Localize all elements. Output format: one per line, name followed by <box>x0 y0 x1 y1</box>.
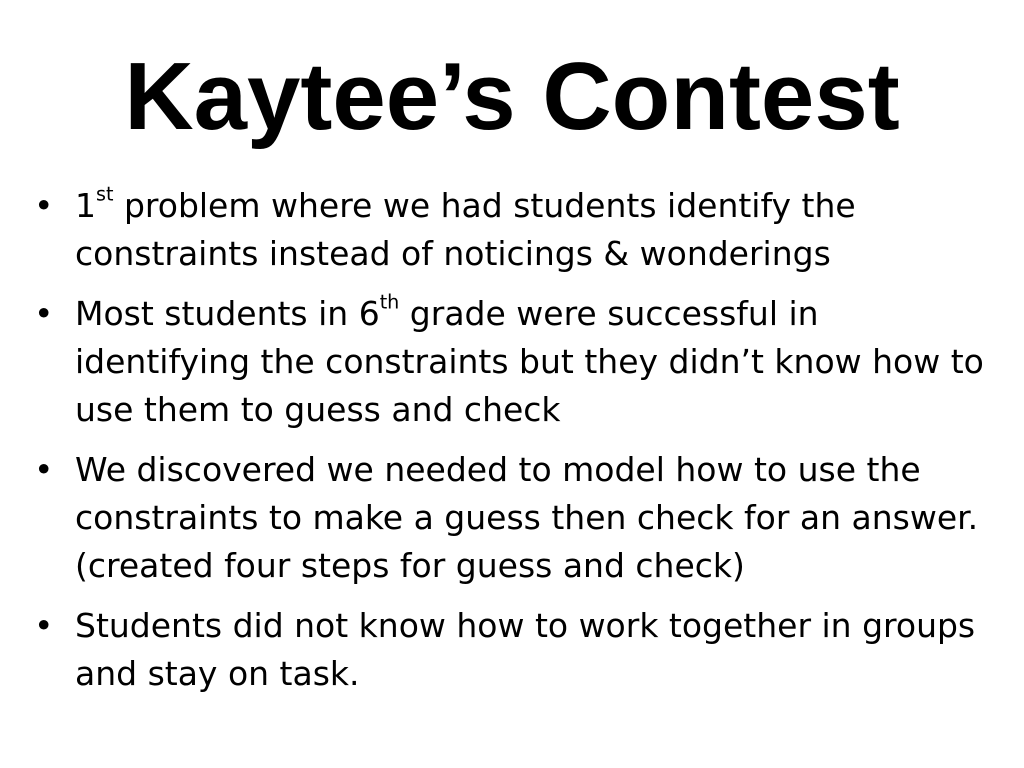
ordinal-suffix: st <box>96 182 114 206</box>
bullet-item <box>34 602 1002 698</box>
slide-title: Kaytee’s Contest <box>124 43 900 150</box>
bullet-text-start: 1 <box>75 186 96 225</box>
bullet-text-rest: problem where we had students identify the constraints instead of noticings & wonderings <box>75 186 856 273</box>
bullet-text: We discovered we needed to model how to use the constraints to make a guess then check for an answer. (created four steps for guess and check) <box>75 450 979 585</box>
bullet-item <box>34 290 1002 434</box>
ordinal-suffix: th <box>379 290 400 314</box>
bullet-text-start: Most students in 6 <box>75 294 380 333</box>
bullet-text: Students did not know how to work together in groups and stay on task. <box>75 606 976 693</box>
bullet-item <box>34 182 1002 278</box>
bullet-list <box>34 182 1002 710</box>
bullet-dot-icon: • <box>34 294 54 333</box>
bullet-text-rest: grade were successful in identifying the constraints but they didn’t know how to use them to guess and check <box>75 294 984 429</box>
bullet-item <box>34 446 1002 590</box>
bullet-dot-icon: • <box>34 606 54 645</box>
bullet-dot-icon: • <box>34 450 54 489</box>
bullet-dot-icon: • <box>34 186 54 225</box>
